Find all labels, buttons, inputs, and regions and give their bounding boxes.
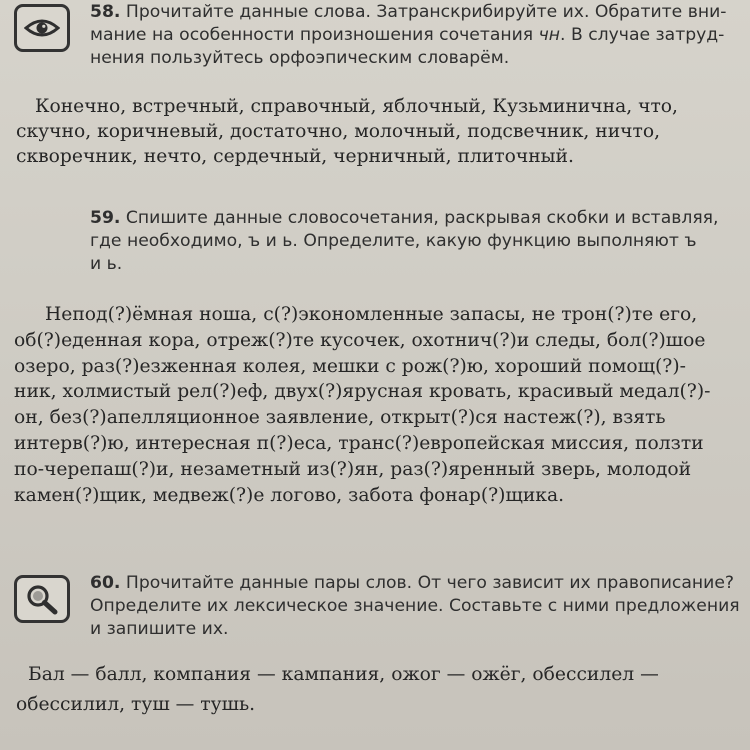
exercise-58-task-line-2: [90, 24, 726, 47]
exercise-59-number: 59.: [90, 208, 121, 228]
exercise-60-number: 60.: [90, 573, 121, 593]
exercise-59-text-1: Спишите данные словосочетания, раскрывая скобки и вставляя,: [125, 208, 719, 228]
exercise-59-word-line: об(?)еденная кора, отреж(?)те кусочек, охотнич(?)и следы, бол(?)шое: [14, 329, 706, 351]
exercise-60-word-line: Бал — балл, компания — кампания, ожог — ожёг, обессилел —: [28, 664, 659, 685]
exercise-60-text-2: Определите их лексическое значение. Составьте с ними предложения: [90, 596, 740, 616]
exercise-58-number: 58.: [90, 2, 121, 22]
exercise-60-text-1: Прочитайте данные пары слов. От чего зависит их правописание?: [125, 573, 735, 593]
exercise-59-word-line: он, без(?)апелляционное заявление, открыт(?)ся настеж(?), взять: [14, 407, 666, 429]
exercise-60-task: [90, 572, 740, 641]
exercise-60-task-line-1: [90, 572, 740, 595]
exercise-58-word-line: скучно, коричневый, достаточно, молочный, подсвечник, ничто,: [16, 121, 661, 142]
eye-icon: [24, 16, 60, 40]
exercise-58-word-line: скворечник, нечто, сердечный, черничный, плиточный.: [16, 146, 574, 167]
exercise-59-text-2: где необходимо, ъ и ь. Определите, какую функцию выполняют ъ: [90, 231, 697, 251]
exercise-58-text-3: нения пользуйтесь орфоэпическим словарём.: [90, 48, 510, 68]
exercise-58-words: [16, 94, 678, 169]
exercise-59-words: [14, 302, 710, 508]
exercise-58-text-1: Прочитайте данные слова. Затранскрибируйте их. Обратите вни-: [125, 2, 727, 22]
magnifier-icon: [24, 583, 60, 615]
magnifier-icon-box: [14, 575, 70, 623]
exercise-59-word-line: камен(?)щик, медвеж(?)е логово, забота фонар(?)щика.: [14, 484, 565, 506]
exercise-59-word-line: Непод(?)ёмная ноша, с(?)экономленные запасы, не трон(?)те его,: [45, 304, 698, 325]
exercise-60-word-line: обессилил, туш — тушь.: [16, 694, 256, 715]
exercise-59-word-line: озеро, раз(?)езженная колея, мешки с рож(?)ю, хороший помощ(?)-: [14, 355, 686, 377]
exercise-59-text-3: и ь.: [90, 254, 123, 274]
exercise-60-text-3: и запишите их.: [90, 619, 229, 639]
exercise-59-task: [90, 207, 718, 276]
exercise-58-text-2b: чн: [538, 25, 561, 45]
exercise-58-text-2c: . В случае затруд-: [560, 25, 725, 45]
exercise-59-word-line: ник, холмистый рел(?)еф, двух(?)ярусная кровать, красивый медал(?)-: [14, 381, 711, 403]
exercise-60-words: [16, 660, 659, 720]
exercise-58-word-line: Конечно, встречный, справочный, яблочный, Кузьминична, что,: [35, 96, 678, 117]
exercise-59-word-line: интерв(?)ю, интересная п(?)еса, транс(?)европейская миссия, ползти: [14, 432, 704, 454]
exercise-58-text-2a: мание на особенности произношения сочетания: [90, 25, 539, 45]
exercise-59-word-line: по-черепаш(?)и, незаметный из(?)ян, раз(?)яренный зверь, молодой: [14, 458, 692, 480]
exercise-59-task-line-1: [90, 207, 718, 230]
exercise-58-task: [90, 1, 726, 70]
eye-icon-box: [14, 4, 70, 52]
exercise-58-task-line-1: [90, 1, 726, 24]
